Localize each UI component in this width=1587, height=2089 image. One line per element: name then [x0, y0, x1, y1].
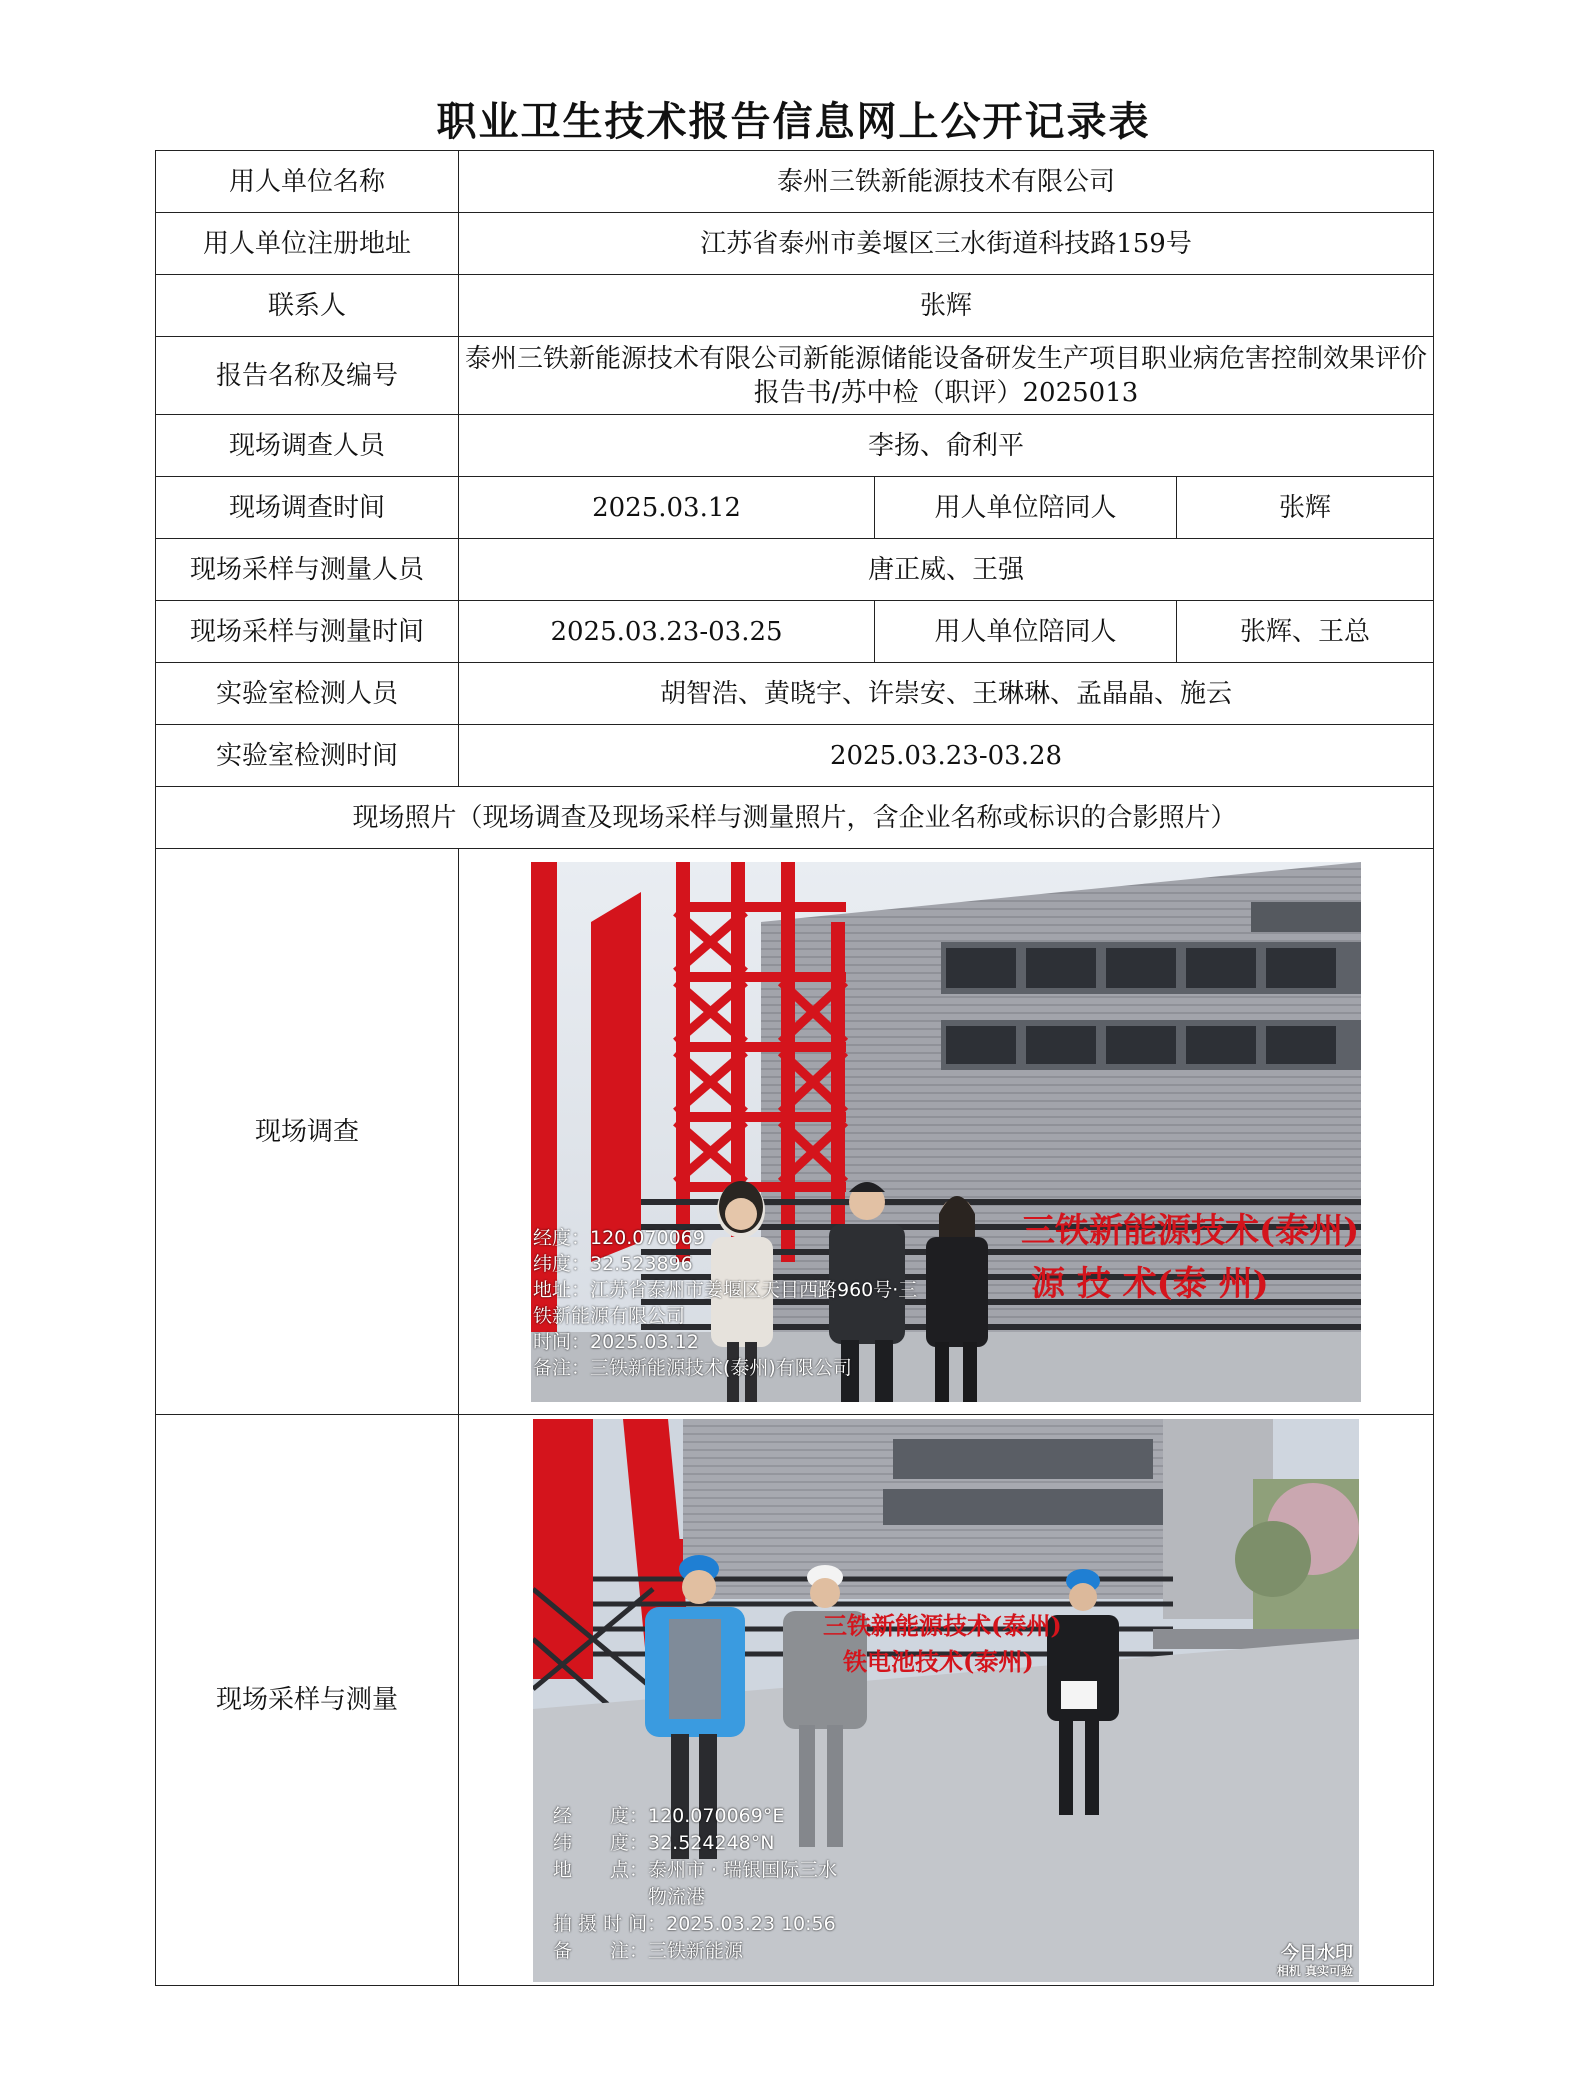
- value-sampling-time: 2025.03.23-03.25: [459, 601, 875, 663]
- value-report: 泰州三铁新能源技术有限公司新能源储能设备研发生产项目职业病危害控制效果评价报告书/苏中检（职评）2025013: [459, 337, 1434, 415]
- row-unit-address: [156, 213, 1434, 275]
- photos-header: 现场照片（现场调查及现场采样与测量照片，含企业名称或标识的合影照片）: [156, 787, 1434, 849]
- photo2-sign-top: 三铁新能源技术(泰州): [823, 1610, 1062, 1640]
- value-sampling-staff: 唐正威、王强: [459, 539, 1434, 601]
- label-sampling-companion: 用人单位陪同人: [875, 601, 1177, 663]
- row-unit-name: [156, 151, 1434, 213]
- row-contact: [156, 275, 1434, 337]
- photo-survey-cell: [459, 849, 1434, 1415]
- photo1-line: 铁新能源有限公司: [533, 1304, 686, 1327]
- value-lab-staff: 胡智浩、黄晓宇、许崇安、王琳琳、孟晶晶、施云: [459, 663, 1434, 725]
- photo2-brand-watermark: [1277, 1944, 1353, 1978]
- row-sampling-staff: [156, 539, 1434, 601]
- row-photos-header: [156, 787, 1434, 849]
- photo2-line: 纬 度：32.524248°N: [553, 1831, 775, 1854]
- photo2-sign-bottom: 铁电池技术(泰州): [843, 1646, 1034, 1676]
- value-unit-address: 江苏省泰州市姜堰区三水街道科技路159号: [459, 213, 1434, 275]
- row-survey-time: [156, 477, 1434, 539]
- photo2-line: 地 点：泰州市 · 瑞银国际三水: [553, 1858, 838, 1881]
- label-lab-staff: 实验室检测人员: [156, 663, 459, 725]
- page-title: 职业卫生技术报告信息网上公开记录表: [436, 99, 1151, 145]
- value-contact: 张辉: [459, 275, 1434, 337]
- photo2-watermark-title: 今日水印: [1281, 1942, 1353, 1964]
- label-sampling-staff: 现场采样与测量人员: [156, 539, 459, 601]
- row-lab-staff: [156, 663, 1434, 725]
- label-report: 报告名称及编号: [156, 337, 459, 415]
- photo-sampling-cell: [459, 1415, 1434, 1986]
- row-lab-time: [156, 725, 1434, 787]
- label-photo-survey: 现场调查: [156, 849, 459, 1415]
- label-photo-sampling: 现场采样与测量: [156, 1415, 459, 1986]
- photo2-watermark-sub: 相机 真实可验: [1276, 1963, 1353, 1978]
- row-photo-survey: [156, 849, 1434, 1415]
- label-survey-staff: 现场调查人员: [156, 415, 459, 477]
- label-sampling-time: 现场采样与测量时间: [156, 601, 459, 663]
- value-survey-staff: 李扬、俞利平: [459, 415, 1434, 477]
- row-report: [156, 337, 1434, 415]
- photo1-sign-top: 三铁新能源技术(泰州): [1021, 1210, 1360, 1251]
- photo2-line: 拍 摄 时 间：2025.03.23 10:56: [553, 1912, 836, 1935]
- photo1-line: 地址：江苏省泰州市姜堰区天目西路960号·三: [533, 1278, 918, 1301]
- photo-sampling: [533, 1419, 1359, 1982]
- label-survey-time: 现场调查时间: [156, 477, 459, 539]
- photo1-sign-bottom: 源 技 术(泰 州): [1031, 1263, 1269, 1304]
- value-unit-name: 泰州三铁新能源技术有限公司: [459, 151, 1434, 213]
- photo2-watermark-text: [553, 1803, 837, 1965]
- label-unit-address: 用人单位注册地址: [156, 213, 459, 275]
- photo1-line: 备注：三铁新能源技术(泰州)有限公司: [533, 1356, 852, 1379]
- label-contact: 联系人: [156, 275, 459, 337]
- row-photo-sampling: [156, 1415, 1434, 1986]
- row-sampling-time: [156, 601, 1434, 663]
- photo2-line: 物流港: [553, 1885, 706, 1908]
- label-survey-companion: 用人单位陪同人: [875, 477, 1177, 539]
- label-unit-name: 用人单位名称: [156, 151, 459, 213]
- photo2-line: 经 度：120.070069°E: [553, 1804, 785, 1827]
- photo2-line: 备 注：三铁新能源: [553, 1939, 744, 1962]
- value-survey-time: 2025.03.12: [459, 477, 875, 539]
- photo1-line: 时间：2025.03.12: [533, 1330, 699, 1353]
- photo1-watermark-text: [533, 1225, 917, 1381]
- photo1-line: 经度：120.070069: [533, 1226, 705, 1249]
- record-table: [155, 150, 1434, 1986]
- label-lab-time: 实验室检测时间: [156, 725, 459, 787]
- photo1-line: 纬度：32.523896: [533, 1252, 693, 1275]
- value-survey-companion: 张辉: [1177, 477, 1434, 539]
- photo-survey: [531, 862, 1361, 1402]
- value-sampling-companion: 张辉、王总: [1177, 601, 1434, 663]
- row-survey-staff: [156, 415, 1434, 477]
- value-lab-time: 2025.03.23-03.28: [459, 725, 1434, 787]
